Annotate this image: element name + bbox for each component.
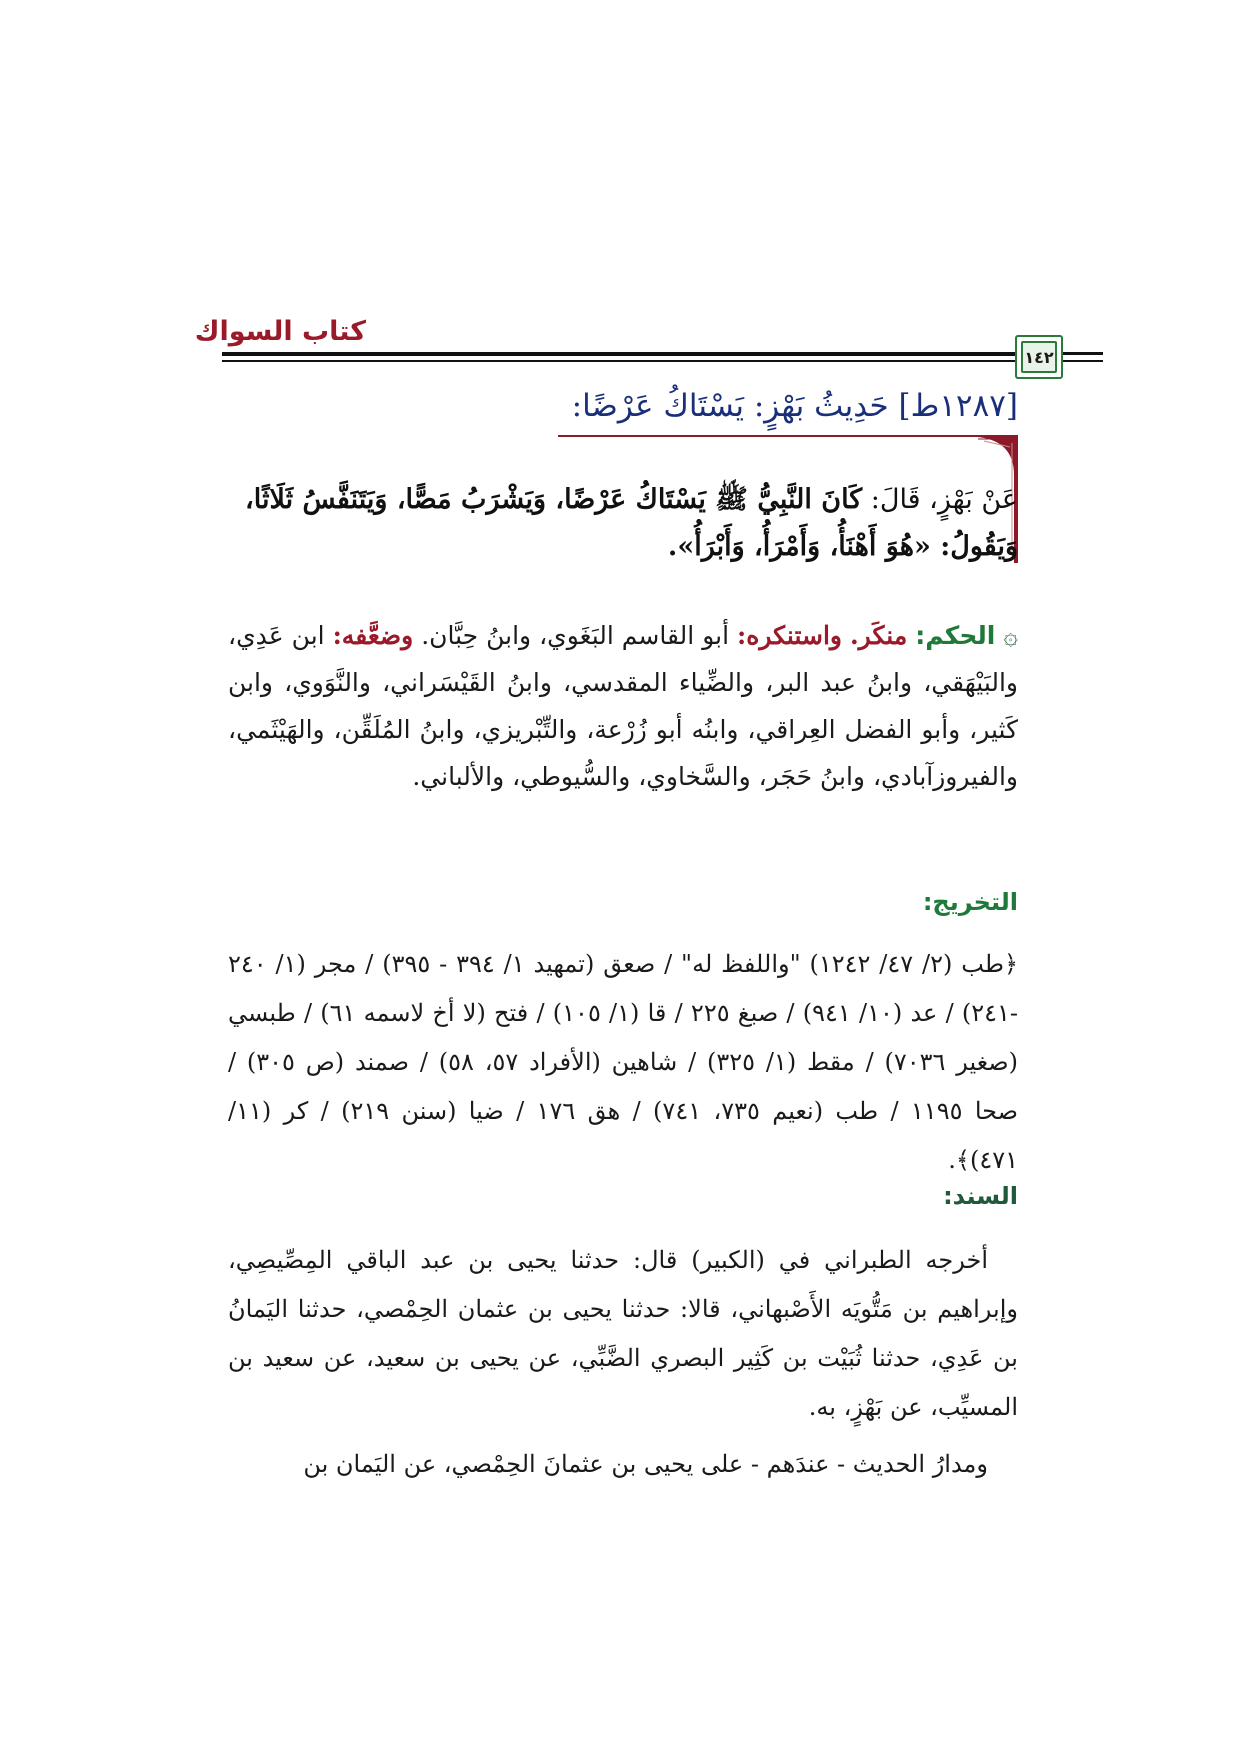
header-rule-right-bottom	[1063, 360, 1103, 362]
daaf-label: وضعَّفه:	[332, 621, 414, 650]
sanad-heading: السند:	[943, 1182, 1018, 1210]
takhrij-heading: التخريج:	[922, 888, 1018, 916]
page-number-frame	[1021, 341, 1057, 373]
hadith-matn	[238, 476, 1018, 570]
matn-frame-line	[558, 435, 978, 437]
hukm-paragraph	[228, 612, 1018, 800]
hukm-verdict: منكَر.	[849, 621, 908, 650]
header-rule-top	[222, 352, 1015, 356]
page-number: ١٤٢	[1024, 347, 1054, 367]
book-title: كتاب السواك	[194, 316, 366, 347]
hukm-label: الحكم:	[915, 621, 996, 650]
hadith-heading: [١٢٨٧ط] حَدِيثُ بَهْزٍ: يَسْتَاكُ عَرْضًا:	[571, 388, 1018, 424]
sanad-paragraph: أخرجه الطبراني في (الكبير) قال: حدثنا يحيى بن عبد الباقي المِصِّيصِي، وإبراهيم بن مَتُّويَه الأَصْبهاني، قالا: حدثنا يحيى بن عثمان الحِمْصي، حدثنا اليَمانُ بن عَدِي، حدثنا ثُبَيْت بن كَثِير البصري الضَّبِّي، عن يحيى بن سعيد، عن سعيد بن المسيِّب، عن بَهْزٍ، به.	[228, 1246, 1018, 1421]
istankara-label: واستنكره:	[737, 621, 842, 650]
daaf-text: ابن عَدِي، والبَيْهَقي، وابنُ عبد البر، والضِّياء المقدسي، وابنُ القَيْسَراني، والنَّوَوي، وابن كَثير، وأبو الفضل العِراقي، وابنُه أبو زُرْعة، والتِّبْريزي، وابنُ المُلَقِّن، والهَيْثَمي، والفيروزآبادي، وابنُ حَجَر، والسَّخاوي، والسُّيوطي، والألباني.	[228, 621, 1018, 791]
istankara-text: أبو القاسم البَغَوي، وابنُ حِبَّان.	[421, 621, 730, 650]
page-number-badge	[1015, 335, 1063, 379]
header-rule-bottom	[222, 360, 1015, 362]
takhrij-text: ﴿طب (٢/ ٤٧/ ١٢٤٢) "واللفظ له" / صعق (تمهيد ١/ ٣٩٤ - ٣٩٥) / مجر (١/ ٢٤٠ -٢٤١) / عد (١٠/ ٩٤١) / صبغ ٢٢٥ / قا (١/ ١٠٥) / فتح (لا أخ لاسمه ٦١) / طبسي (صغير ٧٠٣٦) / مقط (١/ ٣٢٥) / شاهين (الأفراد ٥٧، ٥٨) / صمند (ص ٣٠٥) / صحا ١١٩٥ / طب (نعيم ٧٣٥، ٧٤١) / هق ١٧٦ / ضيا (سنن ٢١٩) / كر (١١/ ٤٧١)﴾.	[228, 950, 1019, 1174]
header-rule-right-top	[1063, 352, 1103, 355]
matn-text: كَانَ النَّبِيُّ ﷺ يَسْتَاكُ عَرْضًا، وَيَشْرَبُ مَصًّا، وَيَتَنَفَّسُ ثَلَاثًا، وَيَقُولُ: «هُوَ أَهْنَأُ، وَأَمْرَأُ، وَأَبْرَأُ».	[245, 484, 1018, 562]
matn-intro: عَنْ بَهْزٍ، قَالَ:	[862, 484, 1018, 515]
flower-ornament-icon: ۞	[1003, 621, 1018, 650]
madar-paragraph: ومدارُ الحديث - عندَهم - على يحيى بن عثمانَ الحِمْصي، عن اليَمان بن	[303, 1450, 988, 1478]
